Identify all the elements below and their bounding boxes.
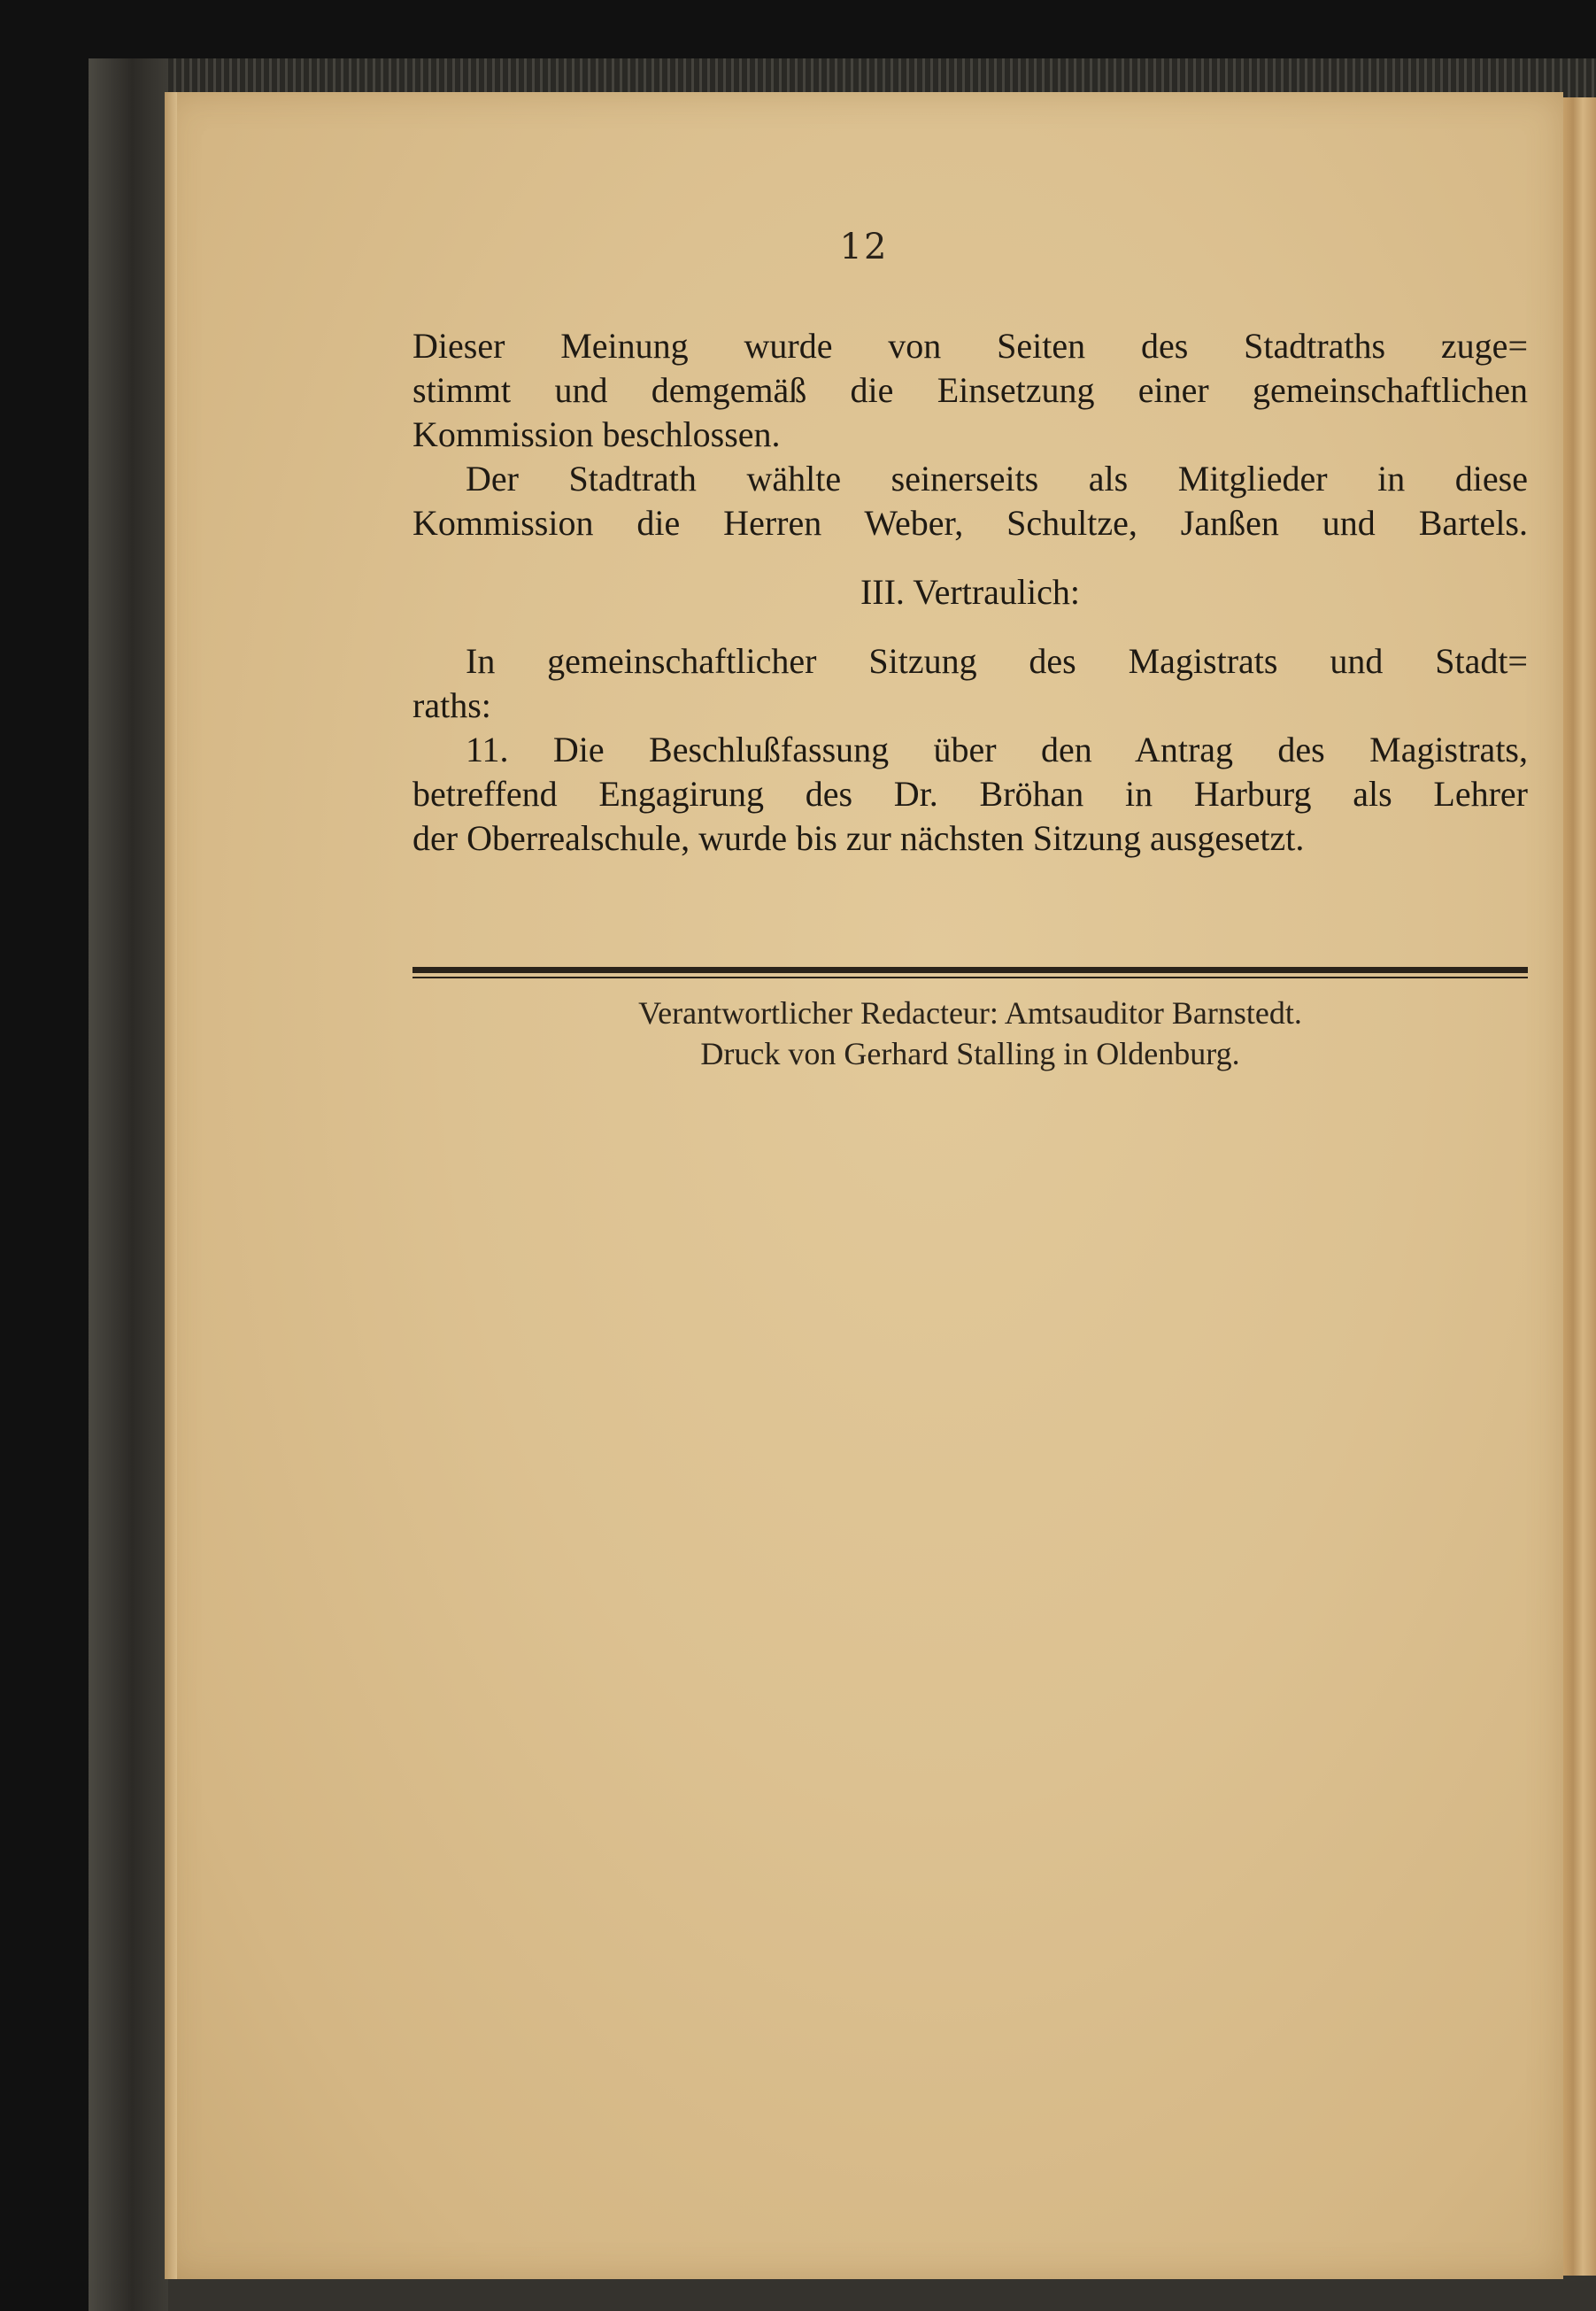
- paragraph-1-line-3: Kommission beschlossen.: [412, 414, 781, 454]
- paragraph-3-line-1: In gemeinschaftlicher Sitzung des Magistrats und Stadt=: [466, 641, 1528, 681]
- page-stack-edge: [1563, 97, 1596, 2276]
- paragraph-4-line-1: 11. Die Beschlußfassung über den Antrag des Magistrats,: [466, 730, 1528, 769]
- paragraph-3-line-2: raths:: [412, 685, 491, 725]
- paragraph-1-line-1: Dieser Meinung wurde von Seiten des Stadtraths zuge=: [412, 326, 1528, 366]
- paragraph-1-line-2: stimmt und demgemäß die Einsetzung einer gemeinschaftlichen: [412, 370, 1528, 410]
- imprint-editor: Verantwortlicher Redacteur: Amtsauditor Barnstedt.: [638, 995, 1302, 1031]
- page-number: 12: [839, 227, 889, 267]
- paragraph-4-line-2: betreffend Engagirung des Dr. Bröhan in Harburg als Lehrer: [412, 774, 1528, 814]
- imprint-rule-thick: [412, 967, 1528, 973]
- paragraph-4-line-3: der Oberrealschule, wurde bis zur nächsten Sitzung ausgesetzt.: [412, 818, 1305, 858]
- book-page: [165, 92, 1563, 2279]
- imprint-printer: Druck von Gerhard Stalling in Oldenburg.: [700, 1036, 1240, 1071]
- book-cover-left-edge: [89, 58, 168, 2311]
- paragraph-2-line-2: Kommission die Herren Weber, Schultze, Janßen und Bartels.: [412, 503, 1528, 543]
- imprint-rule-thin: [412, 977, 1528, 978]
- paragraph-2-line-1: Der Stadtrath wählte seinerseits als Mitglieder in diese: [466, 459, 1528, 499]
- section-heading: III. Vertraulich:: [860, 572, 1081, 612]
- page-content: [165, 92, 1563, 2279]
